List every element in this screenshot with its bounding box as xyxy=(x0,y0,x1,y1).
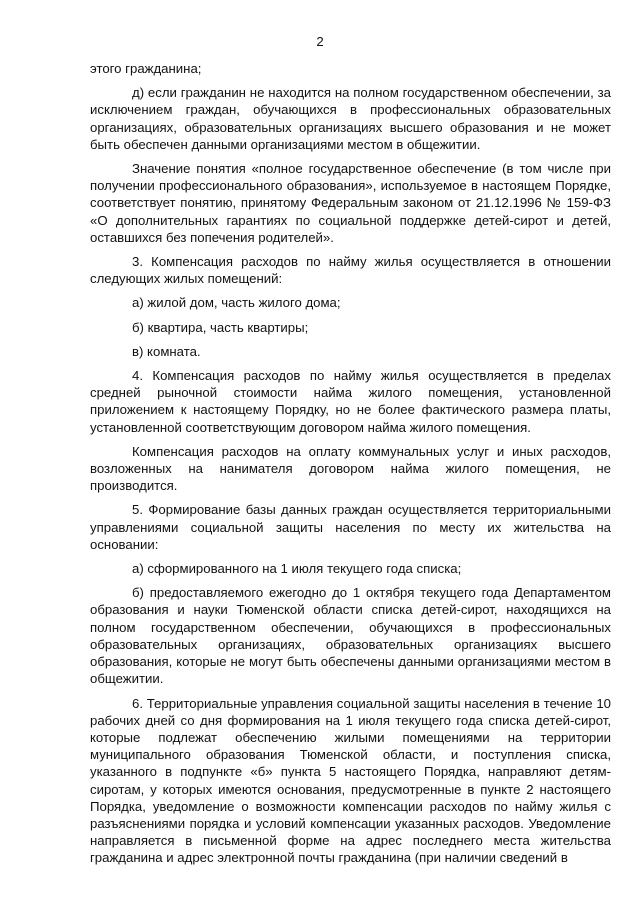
paragraph-clause-3: 3. Компенсация расходов по найму жилья осуществляется в отношении следующих жилых помещений: xyxy=(90,254,611,287)
list-item-b: б) квартира, часть квартиры; xyxy=(132,319,309,335)
paragraph-continuation: этого гражданина; xyxy=(90,61,202,76)
list-item-v: в) комната. xyxy=(132,343,201,359)
paragraph-utilities: Компенсация расходов на оплату коммунальных услуг и иных расходов, возложенных на нанимателя договором найма жилого помещения, не производится. xyxy=(90,443,611,494)
paragraph-item-5b: б) предоставляемого ежегодно до 1 октября текущего года Департаментом образования и науки Тюменской области списка детей-сирот, находящихся на полном государственном обеспечении, обучающихся в профессиональных образовательных организациях, образовательных организациях высшего образования, которые не могут быть обеспечены данными организациями местом в общежитии. xyxy=(90,585,611,687)
list-item-5a: а) сформированного на 1 июля текущего года списка; xyxy=(132,561,462,577)
paragraph-item-d: д) если гражданин не находится на полном государственном обеспечении, за исключением граждан, обучающихся в профессиональных образовательных организациях, образовательных организациях высшего образования и не может быть обеспечен данными организациями местом в общежитии. xyxy=(90,85,611,152)
paragraph-clause-6: 6. Территориальные управления социальной защиты населения в течение 10 рабочих дней со дня формирования на 1 июля текущего года списка детей-сирот, которые подлежат обеспечению жилыми помещениями на территории муниципального образования Тюменской области, и поступления списка, указанного в подпункте «б» пункта 5 настоящего Порядка, направляют детям-сиротам, у которых имеются основания, предусмотренные в пункте 2 настоящего Порядка, уведомление о возможности компенсации расходов по найму жилья с разъяснениями порядка и условий компенсации указанных расходов. Уведомление направляется в письменной форме на адрес последнего места жительства гражданина и адрес электронной почты гражданина (при наличии сведений в xyxy=(90,695,611,866)
paragraph-clause-5: 5. Формирование базы данных граждан осуществляется территориальными управлениями социальной защиты населения по месту их жительства на основании: xyxy=(90,502,611,552)
page-number: 2 xyxy=(316,34,324,49)
list-item-a: а) жилой дом, часть жилого дома; xyxy=(132,295,341,311)
document-body xyxy=(90,60,611,873)
paragraph-clause-4: 4. Компенсация расходов по найму жилья осуществляется в пределах средней рыночной стоимости найма жилого помещения, установленной приложением к настоящему Порядку, но не более фактического размера платы, установленной соответствующим договором найма жилого помещения. xyxy=(90,368,611,435)
paragraph-definition: Значение понятия «полное государственное обеспечение (в том числе при получении профессионального образования», используемое в настоящем Порядке, соответствует понятию, принятому Федеральным законом от 21.12.1996 № 159-ФЗ «О дополнительных гарантиях по социальной поддержке детей-сирот и детей, оставшихся без попечения родителей». xyxy=(90,161,611,245)
